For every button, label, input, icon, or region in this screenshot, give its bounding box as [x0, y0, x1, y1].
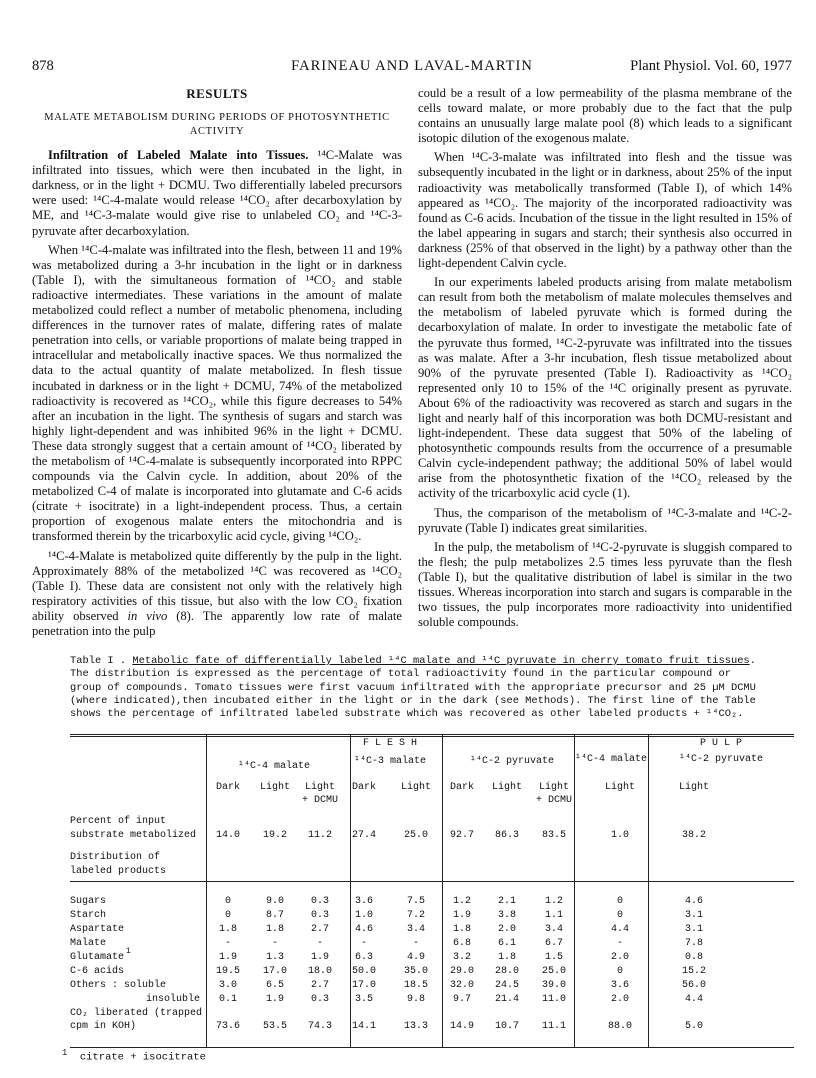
precursor-header: ¹⁴C-3 malate [353, 756, 427, 767]
running-header [32, 58, 792, 78]
table-cell: 27.4 [351, 830, 377, 841]
row-label: Aspartate [70, 924, 125, 935]
table-cell: 74.3 [307, 1021, 333, 1032]
table-cell: 1.0 [610, 830, 630, 841]
row-label: Sugars [70, 896, 107, 907]
table-cell: 7.8 [684, 938, 704, 949]
table-cell: 14.9 [449, 1021, 475, 1032]
table-cell: 32.0 [449, 980, 475, 991]
row-label: Glutamate [70, 952, 125, 963]
condition-header: Light [304, 782, 336, 793]
table-cell: 0 [224, 896, 232, 907]
condition-header: Light [538, 782, 570, 793]
table-cell: 25.0 [541, 966, 567, 977]
table-cell: - [360, 938, 368, 949]
table-cell: 83.5 [541, 830, 567, 841]
table-cell: 6.8 [452, 938, 472, 949]
table-cell: 38.2 [681, 830, 707, 841]
caption-line: group of compounds. Tomato tissues were first vacuum infiltrated with the appropriate precursor and 25 µM DCMU [70, 681, 756, 694]
row-label: Distribution of [70, 852, 161, 863]
row-label: cpm in KOH) [70, 1021, 137, 1032]
table-cell: 1.8 [497, 952, 517, 963]
table-cell: 3.8 [497, 910, 517, 921]
table-cell: 6.7 [544, 938, 564, 949]
results-table [70, 734, 794, 1049]
table-cell: 13.3 [403, 1021, 429, 1032]
paragraph-pyruvate: In our experiments labeled products arising from malate metabolism can result from both the metabolism of malate molecules themselves and the metabolism of labeled pyruvate which is formed during the decarboxylation of malate. In order to investigate the metabolic fate of the pyruvate thus formed, ¹⁴C-2-pyruvate was infiltrated into the tissues as was malate. After a 3-hr incubation, flesh tissue metabolized about 90% of the pyruvate presented (Table I). Radioactivity as ¹⁴CO₂ represented only 10 to 15% of the ¹⁴C originally present as pyruvate. About 6% of the radioactivity was recovered as starch and sugars in the light and nearly half of this incorporation was both DCMU-resistant and light-independent. These data suggest that 50% of the labeling of photosynthetic compounds results from the occurrence of a presumable Calvin cycle-independent pathway; the additional 50% of label would arise from the photosynthetic fixation of the ¹⁴CO₂ released by the activity of the tricarboxylic acid cycle (1). [418, 275, 792, 501]
table-cell: 3.6 [610, 980, 630, 991]
table-cell: 1.0 [354, 910, 374, 921]
table-cell: 1.8 [218, 924, 238, 935]
row-label: labeled products [70, 866, 167, 877]
right-column [418, 86, 792, 634]
row-label: CO₂ liberated (trapped [70, 1008, 203, 1019]
table-cell: 88.0 [607, 1021, 633, 1032]
table-cell: 7.2 [406, 910, 426, 921]
table-rule [70, 881, 794, 882]
table-cell: 2.0 [610, 994, 630, 1005]
left-column [32, 86, 402, 643]
table-cell: 53.5 [262, 1021, 288, 1032]
table-cell: - [271, 938, 279, 949]
table-cell: 10.7 [494, 1021, 520, 1032]
table-cell: 4.4 [610, 924, 630, 935]
table-cell: 2.0 [610, 952, 630, 963]
table-cell: 4.6 [684, 896, 704, 907]
table-cell: 92.7 [449, 830, 475, 841]
table-cell: 1.9 [265, 994, 285, 1005]
table-divider [574, 734, 575, 1047]
table-caption: Table I . Metabolic fate of differentially labeled ¹⁴C malate and ¹⁴C pyruvate in cherry tomato fruit tissues. The distribution is expressed as the percentage of total radioactivity found in the particular compound or group of compounds. Tomato tissues were first vacuum infiltrated with the appropriate precursor and 25 µM DCMU (where indicated),then incubated either in the light or in the dark (see Methods). The first line of the Table shows the percentage of infiltrated labeled substrate which was recovered as other labeled products + ¹⁴CO₂. [70, 655, 790, 721]
table-rule [70, 734, 794, 735]
table-cell: - [616, 938, 624, 949]
table-cell: 1.1 [544, 910, 564, 921]
table-footnote: $^1$ citrate + isocitrate [62, 1048, 206, 1064]
table-cell: 0.3 [310, 896, 330, 907]
table-cell: 1.3 [265, 952, 285, 963]
caption-line: (where indicated),then incubated either in the light or in the dark (see Methods). The first line of the Table [70, 694, 756, 707]
table-divider [442, 734, 443, 1047]
table-cell: 3.1 [684, 910, 704, 921]
paragraph-c4-malate-flesh: When ¹⁴C-4-malate was infiltrated into the flesh, between 11 and 19% was metabolized during a 3-hr incubation in the light or in darkness (Table I), with the simultaneous formation of ¹⁴CO₂ and stable radioactive intermediates. These variations in the amount of malate metabolized could reflect a number of metabolic phenomena, including differences in the turnover rates of malate, differing rates of malate penetration into cells, or variable proportions of malate being trapped in intracellular and metabolically inactive spaces. We thus normalized the data to the actual quantity of malate metabolized. In flesh tissue incubated in darkness or in the light + DCMU, 74% of the metabolized radioactivity is recovered as ¹⁴CO₂, while this figure decreases to 54% after an incubation in the light. The synthesis of sugars and starch was highly light-dependent and was inhibited 96% in the light + DCMU. These data strongly suggest that a certain amount of ¹⁴CO₂ liberated by the metabolism of ¹⁴C-4-malate is subsequently incorporated into RPPC compounds via the Calvin cycle. In addition, about 20% of the metabolized C-4 of malate is incorporated into glutamate and C-6 acids (citrate + isocitrate) in a light-independent process. Thus, a certain proportion of exogenous malate enters the mitochondria and is transformed therein by the tricarboxylic acid cycle, giving ¹⁴CO₂. [32, 242, 402, 544]
table-cell: 29.0 [449, 966, 475, 977]
table-cell: 14.1 [351, 1021, 377, 1032]
table-cell: 19.2 [262, 830, 288, 841]
table-cell: 0.8 [684, 952, 704, 963]
table-cell: 3.6 [354, 896, 374, 907]
table-cell: 4.9 [406, 952, 426, 963]
row-label: insoluble [146, 994, 201, 1005]
precursor-header: ¹⁴C-2 pyruvate [678, 754, 764, 765]
condition-header: Dark [215, 782, 241, 793]
paragraph-infiltration: Infiltration of Labeled Malate into Tissues. ¹⁴C-Malate was infiltrated into tissues, which were then incubated in the light, in darkness, or in the light + DCMU. Two differentially labeled precursors were used: ¹⁴C-4-malate would release ¹⁴CO₂ after decarboxylation by ME, and ¹⁴C-3-malate would give rise to unlabeled CO₂ and ¹⁴C-3-pyruvate after decarboxylation. [32, 148, 403, 238]
table-cell: 28.0 [494, 966, 520, 977]
table-cell: 17.0 [351, 980, 377, 991]
row-label: Others : soluble [70, 980, 167, 991]
row-label: substrate metabolized [70, 830, 197, 841]
table-cell: 18.0 [307, 966, 333, 977]
table-cell: 3.4 [406, 924, 426, 935]
table-cell: 7.5 [406, 896, 426, 907]
table-cell: 0.3 [310, 910, 330, 921]
paragraph-pulp-permeability: could be a result of a low permeability of the plasma membrane of the cells toward malate, or more probably due to the fact that the pulp contains an unusually large malate pool (8) which leads to a significant isotopic dilution of the exogenous malate. [418, 86, 792, 146]
table-cell: 15.2 [681, 966, 707, 977]
table-cell: 4.4 [684, 994, 704, 1005]
table-cell: 21.4 [494, 994, 520, 1005]
table-cell: 35.0 [403, 966, 429, 977]
table-cell: 14.0 [215, 830, 241, 841]
table-cell: 8.7 [265, 910, 285, 921]
table-cell: 1.5 [544, 952, 564, 963]
table-cell: 2.7 [310, 924, 330, 935]
table-cell: 9.7 [452, 994, 472, 1005]
table-cell: 0 [616, 910, 624, 921]
table-cell: 11.2 [307, 830, 333, 841]
row-label: Percent of input [70, 816, 167, 827]
journal-citation: Plant Physiol. Vol. 60, 1977 [630, 58, 792, 74]
table-cell: 18.5 [403, 980, 429, 991]
table-cell: 1.9 [452, 910, 472, 921]
caption-line: The distribution is expressed as the percentage of total radioactivity found in the particular compound or [70, 668, 731, 681]
table-cell: 0.3 [310, 994, 330, 1005]
table-cell: 3.1 [684, 924, 704, 935]
table-cell: 4.6 [354, 924, 374, 935]
table-cell: 17.0 [262, 966, 288, 977]
table-cell: 39.0 [541, 980, 567, 991]
tissue-label-flesh: F L E S H [362, 738, 418, 749]
condition-header: Light [400, 782, 432, 793]
table-cell: 3.0 [218, 980, 238, 991]
table-cell: 0 [616, 966, 624, 977]
table-cell: 19.5 [215, 966, 241, 977]
caption-line: shows the percentage of infiltrated labeled substrate which was recovered as other labeled products + ¹⁴CO₂. [70, 708, 744, 721]
table-cell: 56.0 [681, 980, 707, 991]
table-divider [648, 734, 649, 1047]
table-cell: - [316, 938, 324, 949]
table-cell: 25.0 [403, 830, 429, 841]
table-cell: 11.1 [541, 1021, 567, 1032]
table-cell: 1.9 [218, 952, 238, 963]
paragraph-comparison: Thus, the comparison of the metabolism of ¹⁴C-3-malate and ¹⁴C-2-pyruvate (Table I) indicates great similarities. [418, 505, 792, 535]
table-cell: 1.2 [544, 896, 564, 907]
row-label: Malate [70, 938, 107, 949]
paragraph-c3-malate: When ¹⁴C-3-malate was infiltrated into flesh and the tissue was subsequently incubated in the light or in darkness, about 25% of the input radioactivity was metabolically transformed (Table I), of which 14% appeared as ¹⁴CO₂. The majority of the incorporated radioactivity was found as C-6 acids. Incubation of the tissue in the light resulted in 15% of the label appearing in sugars and starch; their synthesis also occurred in darkness (25% of that observed in the light) by a pathway other than the light-dependent Calvin cycle. [418, 150, 792, 271]
table-divider [206, 734, 207, 1047]
table-cell: 6.1 [497, 938, 517, 949]
section-title: RESULTS [186, 86, 248, 101]
table-cell: 50.0 [351, 966, 377, 977]
condition-header: Light [678, 782, 710, 793]
paragraph-pulp-pyruvate: In the pulp, the metabolism of ¹⁴C-2-pyruvate is sluggish compared to the flesh; the pulp metabolizes 2.5 times less pyruvate than the flesh (Table I), but the qualitative distribution of label is similar in the two tissues. Whereas incorporation into starch and sugars is comparable in the two tissues, the pulp incorporates more radioactivity into unidentified soluble compounds. [418, 539, 792, 630]
table-cell: 86.3 [494, 830, 520, 841]
condition-header: Dark [351, 782, 377, 793]
table-cell: 0.1 [218, 994, 238, 1005]
run-in-heading: Infiltration of Labeled Malate into Tissues. [48, 148, 309, 163]
authors: FARINEAU AND LAVAL-MARTIN [291, 58, 533, 74]
table-title: Metabolic fate of differentially labeled ¹⁴C malate and ¹⁴C pyruvate in cherry tomato fruit tissues [132, 655, 750, 667]
table-cell: 11.0 [541, 994, 567, 1005]
tissue-label-pulp: P U L P [699, 738, 743, 749]
condition-header: Light [259, 782, 291, 793]
condition-header: Light [491, 782, 523, 793]
table-cell: 0 [224, 910, 232, 921]
table-divider [350, 734, 351, 1047]
table-cell: 3.2 [452, 952, 472, 963]
dcmu-header: + DCMU [301, 795, 339, 806]
subsection-title: MALATE METABOLISM DURING PERIODS OF PHOTOSYNTHETIC ACTIVITY [44, 112, 390, 138]
table-cell: 2.0 [497, 924, 517, 935]
table-cell: 2.7 [310, 980, 330, 991]
page-number: 878 [32, 58, 54, 74]
condition-header: Dark [449, 782, 475, 793]
table-cell: 6.5 [265, 980, 285, 991]
table-cell: 5.0 [684, 1021, 704, 1032]
table-cell: 3.5 [354, 994, 374, 1005]
footnote-marker: 1 [126, 947, 131, 956]
table-cell: 1.2 [452, 896, 472, 907]
precursor-header: ¹⁴C-4 malate [237, 761, 311, 772]
table-cell: 1.9 [310, 952, 330, 963]
row-label: C-6 acids [70, 966, 125, 977]
table-cell: 1.8 [265, 924, 285, 935]
table-cell: - [224, 938, 232, 949]
table-cell: 24.5 [494, 980, 520, 991]
table-cell: - [412, 938, 420, 949]
precursor-header: ¹⁴C-4 malate [574, 754, 648, 765]
table-cell: 2.1 [497, 896, 517, 907]
table-cell: 0 [616, 896, 624, 907]
dcmu-header: + DCMU [535, 795, 573, 806]
table-cell: 1.8 [452, 924, 472, 935]
table-cell: 9.8 [406, 994, 426, 1005]
row-label: Starch [70, 910, 107, 921]
table-rule [70, 736, 794, 737]
precursor-header: ¹⁴C-2 pyruvate [469, 756, 555, 767]
table-cell: 9.0 [265, 896, 285, 907]
table-cell: 3.4 [544, 924, 564, 935]
paragraph-c4-malate-pulp: ¹⁴C-4-Malate is metabolized quite differently by the pulp in the light. Approximately 88% of the metabolized ¹⁴C was recovered as ¹⁴CO₂ (Table I). These data are consistent not only with the relatively high respiratory activities of this tissue, but also with the low CO₂ fixation ability observed in vivo (8). The apparently low rate of malate penetration into the pulp [32, 548, 402, 638]
condition-header: Light [604, 782, 636, 793]
table-cell: 6.3 [354, 952, 374, 963]
table-cell: 73.6 [215, 1021, 241, 1032]
